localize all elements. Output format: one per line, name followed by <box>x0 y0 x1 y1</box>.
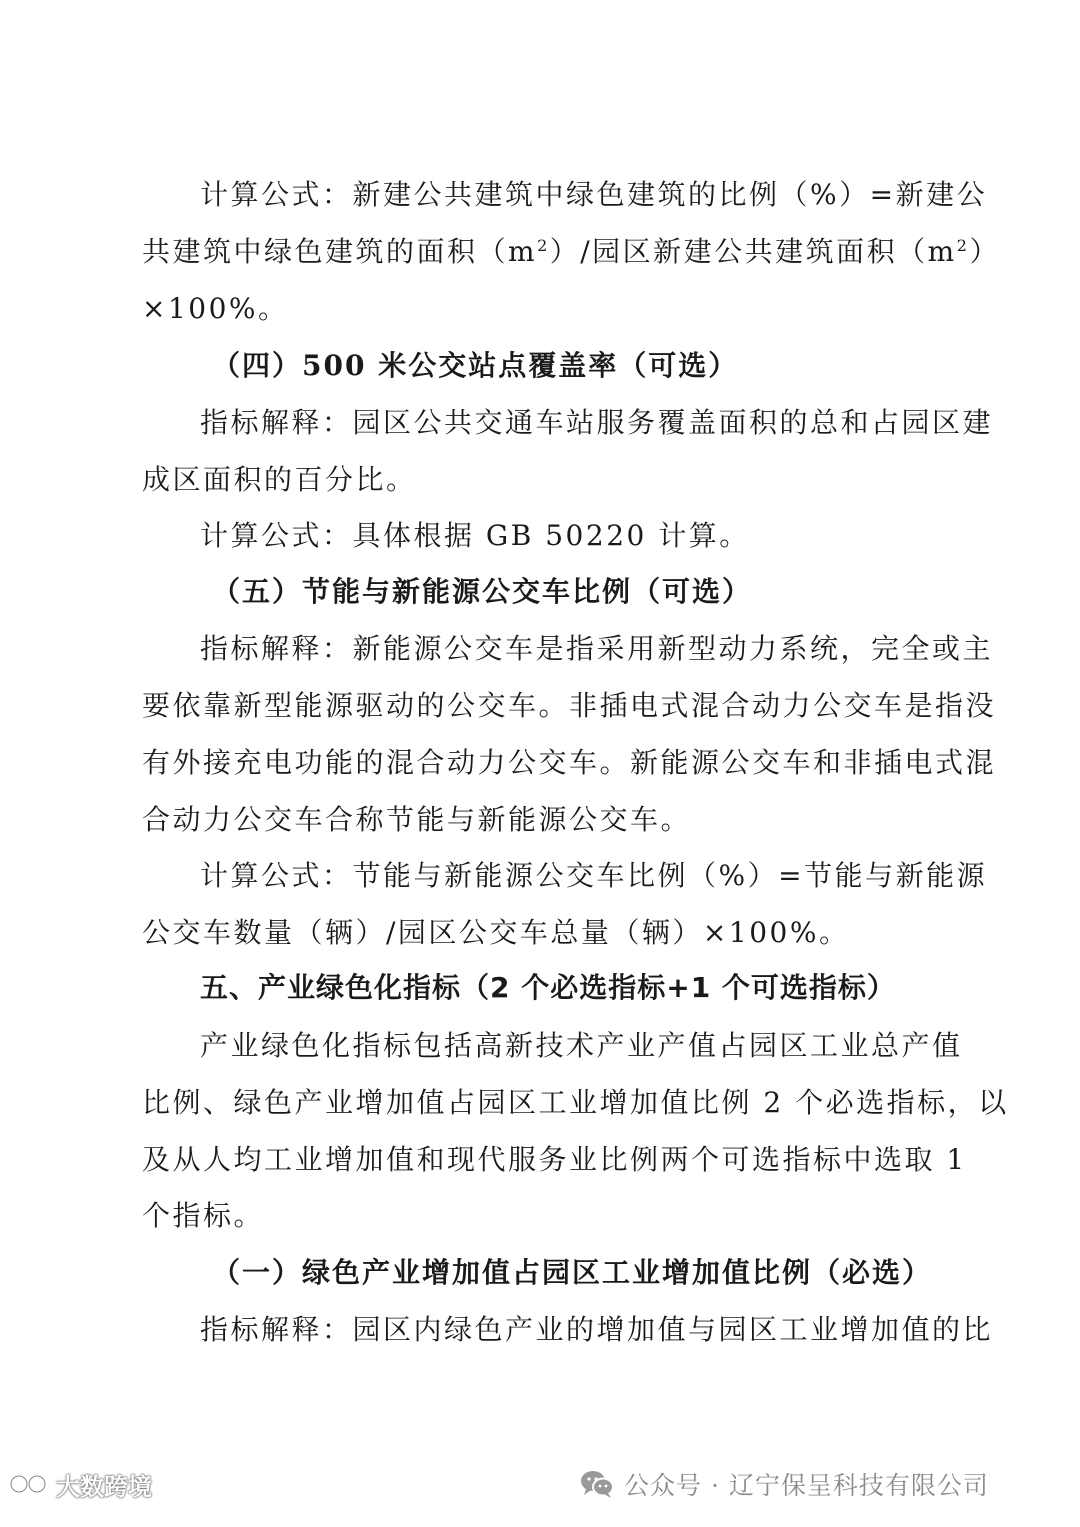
paragraph-line: 指标解释：新能源公交车是指采用新型动力系统，完全或主 <box>200 632 994 665</box>
superscript: 2 <box>956 236 970 255</box>
paragraph-line: 及从人均工业增加值和现代服务业比例两个可选指标中选取 1 <box>142 1143 967 1176</box>
section-heading: 五、产业绿色化指标（2 个必选指标+1 个可选指标） <box>200 971 896 1004</box>
wechat-account-text: 公众号 · 辽宁保呈科技有限公司 <box>624 1471 989 1500</box>
paragraph-line: 产业绿色化指标包括高新技术产业产值占园区工业总产值 <box>200 1029 963 1062</box>
paragraph-line <box>142 232 1000 272</box>
text-segment: ） <box>969 235 1000 268</box>
paragraph-line: ×100%。 <box>142 292 289 325</box>
paragraph-line: 成区面积的百分比。 <box>142 463 417 496</box>
paragraph-line: 个指标。 <box>142 1199 265 1232</box>
paragraph-line: 计算公式：具体根据 GB 50220 计算。 <box>200 519 750 552</box>
subsection-heading: （五）节能与新能源公交车比例（可选） <box>212 575 753 608</box>
footer <box>0 1455 1080 1515</box>
watermark-text: 大数跨境 <box>56 1472 152 1501</box>
watermark <box>10 1469 152 1499</box>
paragraph-line: 公交车数量（辆）/园区公交车总量（辆）×100%。 <box>142 916 850 949</box>
wechat-account-label <box>580 1467 989 1501</box>
paragraph-line: 计算公式：新建公共建筑中绿色建筑的比例（%）=新建公 <box>200 178 988 211</box>
subsection-heading: （一）绿色产业增加值占园区工业增加值比例（必选） <box>212 1256 933 1289</box>
paragraph-line: 要依靠新型能源驱动的公交车。非插电式混合动力公交车是指没 <box>142 689 997 722</box>
subsection-heading: （四）500 米公交站点覆盖率（可选） <box>212 349 739 382</box>
paragraph-line: 有外接充电功能的混合动力公交车。新能源公交车和非插电式混 <box>142 746 997 779</box>
paragraph-line: 比例、绿色产业增加值占园区工业增加值比例 2 个必选指标，以 <box>142 1086 1009 1119</box>
paragraph-line: 计算公式：节能与新能源公交车比例（%）=节能与新能源 <box>200 859 988 892</box>
paragraph-line: 指标解释：园区公共交通车站服务覆盖面积的总和占园区建 <box>200 406 994 439</box>
paragraph-line: 指标解释：园区内绿色产业的增加值与园区工业增加值的比 <box>200 1313 994 1346</box>
wechat-icon <box>580 1469 614 1499</box>
text-segment: ）/园区新建公共建筑面积（m <box>549 235 957 268</box>
superscript: 2 <box>537 236 550 255</box>
paragraph-line: 合动力公交车合称节能与新能源公交车。 <box>142 803 692 836</box>
text-segment: 共建筑中绿色建筑的面积（m <box>142 235 538 268</box>
watermark-logo-icon <box>10 1471 52 1497</box>
